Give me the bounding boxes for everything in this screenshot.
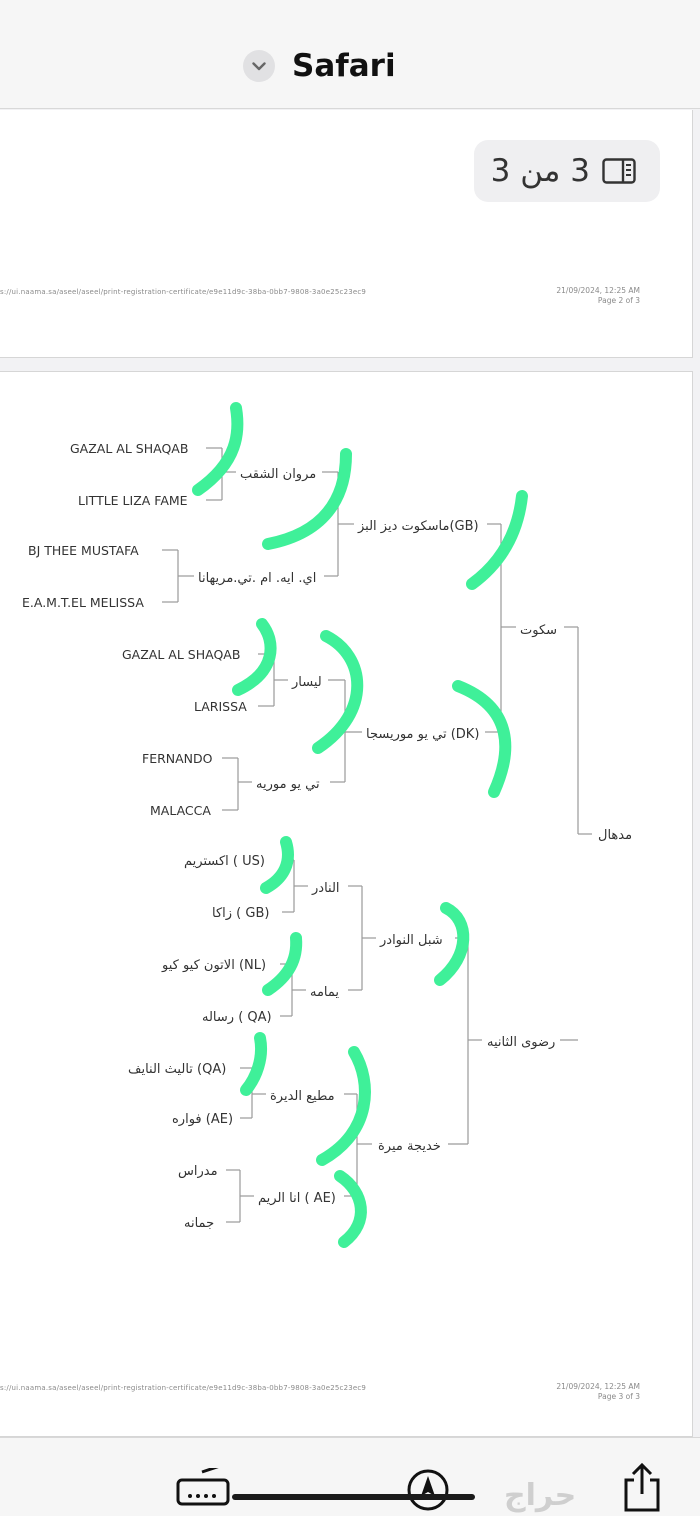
ancestor-name: فواره (AE)	[172, 1112, 234, 1127]
highlight-mark	[238, 624, 271, 690]
dam-sire-name: شبل النوادر	[380, 933, 443, 948]
share-icon	[620, 1462, 664, 1512]
ancestor-name: LITTLE LIZA FAME	[78, 493, 188, 508]
sire-name: سكوت	[520, 623, 558, 638]
dd-dam-name: انا الريم ( AE)	[258, 1191, 336, 1206]
ancestor-name: BJ THEE MUSTAFA	[28, 543, 139, 558]
chevron-down-button[interactable]	[243, 50, 275, 82]
app-title: Safari	[292, 48, 396, 84]
footer-date: 21/09/2024, 12:25 AM	[556, 1382, 640, 1391]
document-page-previous	[0, 110, 693, 358]
ancestor-name: رساله ( QA)	[202, 1010, 272, 1025]
sire-sire-name: ماسكوت ديز البز(GB)	[358, 519, 479, 534]
pedigree-chart	[0, 372, 692, 1436]
footer-page-label: Page 2 of 3	[597, 296, 640, 305]
bottom-toolbar	[0, 1437, 700, 1516]
ancestor-name: E.A.M.T.EL MELISSA	[22, 595, 144, 610]
ancestor-name: GAZAL AL SHAQAB	[122, 647, 241, 662]
footer-date: 21/09/2024, 12:25 AM	[556, 286, 640, 295]
highlight-mark	[440, 908, 463, 980]
highlight-mark	[340, 1176, 361, 1242]
ancestor-name: اكستريم ( US)	[184, 854, 265, 869]
ancestor-name: MALACCA	[150, 803, 211, 818]
page-indicator[interactable]	[474, 140, 660, 202]
document-page-current	[0, 371, 693, 1437]
watermark: حراج	[504, 1478, 577, 1513]
ancestor-name: زاكا ( GB)	[212, 906, 270, 921]
footer-page-label: Page 3 of 3	[597, 1392, 640, 1401]
highlight-mark	[318, 636, 357, 748]
dd-sire-name: مطيع الديرة	[270, 1089, 335, 1104]
chevron-down-icon	[252, 62, 266, 71]
sire-dam-name: تي يو موريسجا (DK)	[366, 727, 480, 742]
footer-url: s://ui.naama.sa/aseel/aseel/print-registration-certificate/e9e11d9c-38ba-0bb7-9808-3a0e25c23ec9	[0, 1384, 367, 1392]
highlight-mark	[198, 408, 237, 490]
sd-sire-name: ليسار	[292, 675, 322, 690]
ds-sire-name: النادر	[312, 881, 340, 896]
sidebar-icon	[602, 158, 636, 184]
dam-dam-name: خديجة ميرة	[378, 1139, 441, 1154]
share-button[interactable]	[620, 1462, 664, 1516]
page-indicator-text: 3 من 3	[490, 153, 590, 189]
markup-button[interactable]	[176, 1468, 232, 1512]
navigate-button[interactable]	[406, 1468, 450, 1516]
dam-name: رضوى الثانيه	[487, 1035, 556, 1050]
highlight-mark	[246, 1038, 261, 1090]
highlight-mark	[266, 842, 288, 888]
subject-name: مدهال	[598, 828, 633, 843]
footer-url: s://ui.naama.sa/aseel/aseel/print-registration-certificate/e9e11d9c-38ba-0bb7-9808-3a0e25c23ec9	[0, 288, 367, 296]
home-indicator[interactable]	[232, 1494, 475, 1500]
ancestor-name: GAZAL AL SHAQAB	[70, 441, 189, 456]
ancestor-name: LARISSA	[194, 699, 247, 714]
ancestor-name: FERNANDO	[142, 751, 213, 766]
ancestor-name: مدراس	[178, 1164, 218, 1179]
ds-dam-name: يمامه	[310, 985, 340, 1000]
app-header	[0, 0, 700, 109]
compass-icon	[406, 1468, 450, 1512]
ss-sire-name: مروان الشقب	[240, 467, 317, 482]
ss-dam-name: اي. ايه. ام .تي.مريهانا	[198, 571, 317, 586]
highlight-mark	[472, 496, 522, 584]
markup-icon	[176, 1468, 232, 1508]
ancestor-name: تاليث النايف (QA)	[128, 1062, 227, 1077]
ancestor-name: الاتون كيو كيو (NL)	[162, 958, 267, 973]
sd-dam-name: تي يو موريه	[256, 777, 320, 792]
app-title-group[interactable]	[243, 46, 396, 86]
ancestor-name: جمانه	[184, 1216, 215, 1231]
